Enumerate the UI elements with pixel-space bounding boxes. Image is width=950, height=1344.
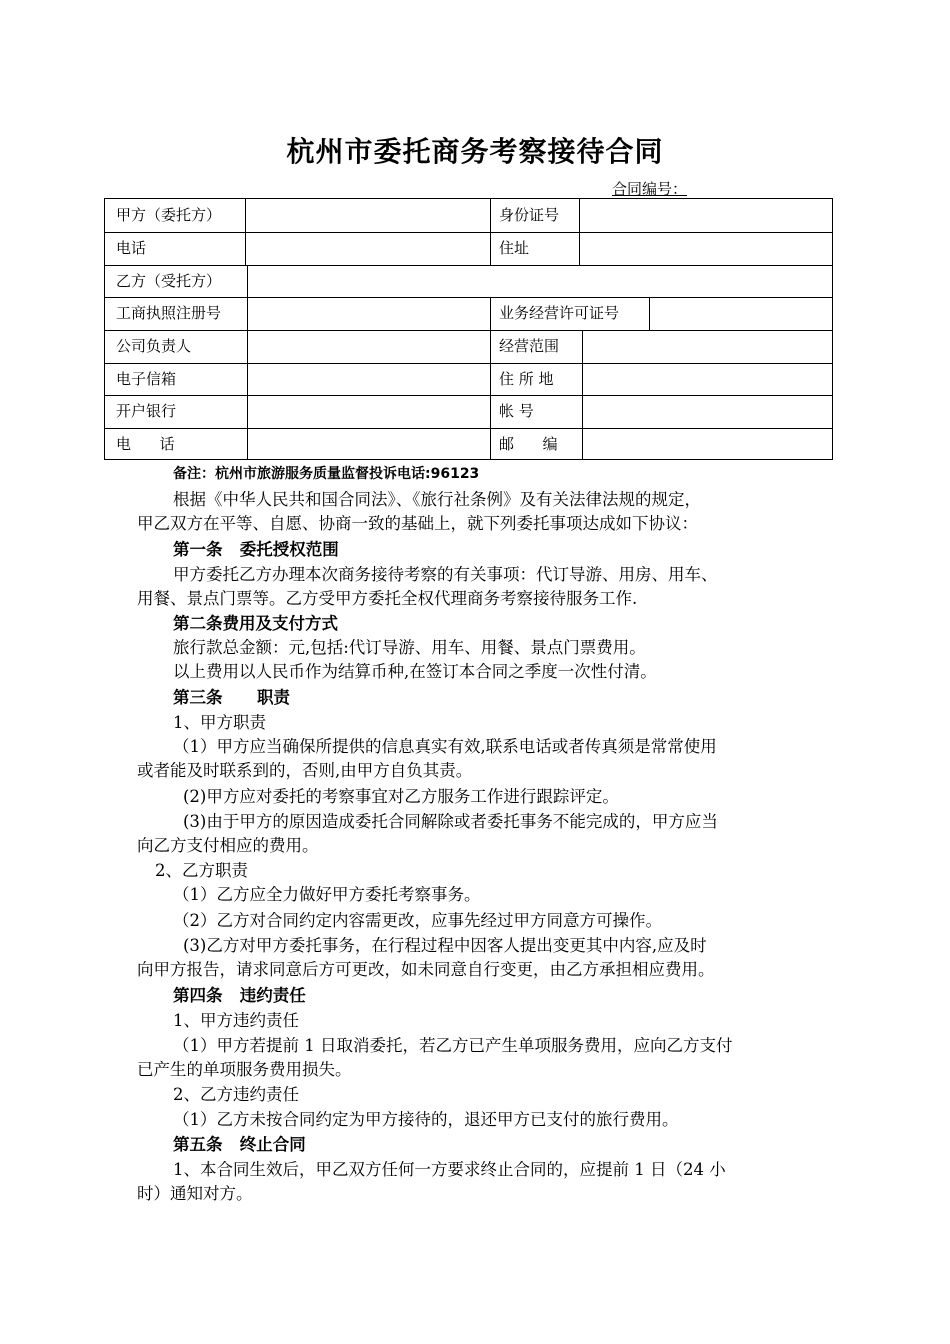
- company-head-label: 公司负责人: [116, 337, 192, 355]
- table-col-divider: [649, 297, 650, 330]
- article-3-subheading: 1、甲方职责: [173, 713, 266, 732]
- party-info-table: [104, 198, 833, 460]
- article-5-text: 1、本合同生效后，甲乙双方任何一方要求终止合同的，应提前 1 日（24 小: [173, 1160, 726, 1179]
- article-3-text: （2）乙方对合同约定内容需更改，应事先经过甲方同意方可操作。: [173, 911, 662, 930]
- article-1-title: 第一条 委托授权范围: [173, 540, 339, 559]
- table-row-divider: [105, 232, 832, 233]
- phone-b-label: 电 话: [116, 435, 175, 453]
- article-1-text: 甲方委托乙方办理本次商务接待考察的有关事项：代订导游、用房、用车、: [173, 565, 718, 584]
- article-1-text: 用餐、景点门票等。乙方受甲方委托全权代理商务考察接待服务工作.: [137, 589, 638, 608]
- postcode-label: 邮 编: [499, 435, 558, 453]
- table-row-divider: [105, 265, 832, 266]
- contract-number-label: 合同编号：: [612, 180, 688, 198]
- article-4-text: （1）乙方未按合同约定为甲方接待的，退还甲方已支付的旅行费用。: [173, 1110, 679, 1129]
- article-3-text: 向乙方支付相应的费用。: [137, 836, 319, 855]
- article-4-subheading: 1、甲方违约责任: [173, 1011, 299, 1030]
- article-4-subheading: 2、乙方违约责任: [173, 1085, 299, 1104]
- intro-line: 根据《中华人民共和国合同法》、《旅行社条例》及有关法律法规的规定，: [173, 490, 701, 509]
- table-col-divider: [245, 199, 246, 265]
- article-3-text: 或者能及时联系到的，否则,由甲方自负其责。: [137, 761, 473, 780]
- table-col-divider: [247, 265, 248, 460]
- table-row-divider: [105, 363, 832, 364]
- email-label: 电子信箱: [116, 370, 177, 388]
- intro-line: 甲乙双方在平等、自愿、协商一致的基础上，就下列委托事项达成如下协议：: [137, 514, 698, 533]
- article-3-text: (3)乙方对甲方委托事务，在行程过程中因客人提出变更其中内容,应及时: [183, 936, 707, 955]
- article-2-text: 旅行款总金额：元,包括:代订导游、用车、用餐、景点门票费用。: [173, 638, 646, 657]
- party-b-label: 乙方（受托方）: [116, 272, 222, 290]
- business-reg-no-label: 工商执照注册号: [116, 304, 222, 322]
- bank-label: 开户银行: [116, 402, 177, 420]
- article-3-title: 第三条 职责: [173, 688, 290, 707]
- residence-label: 住 所 地: [499, 370, 554, 388]
- article-3-text: (2)甲方应对委托的考察事宜对乙方服务工作进行跟踪评定。: [183, 787, 619, 806]
- page-title: 杭州市委托商务考察接待合同: [286, 135, 664, 168]
- article-3-text: 向甲方报告，请求同意后方可更改，如未同意自行变更，由乙方承担相应费用。: [137, 960, 715, 979]
- table-row-divider: [105, 330, 832, 331]
- table-row-divider: [105, 395, 832, 396]
- article-3-text: (3)由于甲方的原因造成委托合同解除或者委托事务不能完成的，甲方应当: [183, 812, 718, 831]
- table-col-divider: [490, 199, 491, 265]
- article-5-title: 第五条 终止合同: [173, 1135, 306, 1154]
- article-4-text: 已产生的单项服务费用损失。: [137, 1060, 352, 1079]
- party-a-label: 甲方（委托方）: [116, 206, 222, 224]
- article-2-text: 以上费用以人民币作为结算币种,在签订本合同之季度一次性付清。: [173, 662, 657, 681]
- account-label: 帐 号: [499, 402, 534, 420]
- article-3-subheading: 2、乙方职责: [155, 861, 248, 880]
- article-2-title: 第二条费用及支付方式: [173, 614, 338, 633]
- table-row-divider: [105, 428, 832, 429]
- article-3-text: （1）甲方应当确保所提供的信息真实有效,联系电话或者传真须是常常使用: [173, 737, 717, 756]
- address-a-label: 住址: [499, 239, 530, 257]
- phone-a-label: 电话: [116, 239, 147, 257]
- business-scope-label: 经营范围: [499, 337, 560, 355]
- article-5-text: 时）通知对方。: [137, 1184, 253, 1203]
- article-4-title: 第四条 违约责任: [173, 986, 306, 1005]
- table-col-divider: [579, 199, 580, 265]
- article-3-text: （1）乙方应全力做好甲方委托考察事务。: [173, 885, 481, 904]
- table-col-divider: [582, 330, 583, 460]
- complaint-hotline-note: 备注：杭州市旅游服务质量监督投诉电话:96123: [173, 466, 480, 482]
- article-4-text: （1）甲方若提前 1 日取消委托，若乙方已产生单项服务费用，应向乙方支付: [173, 1036, 733, 1055]
- table-row-divider: [105, 297, 832, 298]
- id-card-label: 身份证号: [499, 206, 560, 224]
- business-license-no-label: 业务经营许可证号: [499, 304, 620, 322]
- table-col-divider: [490, 297, 491, 460]
